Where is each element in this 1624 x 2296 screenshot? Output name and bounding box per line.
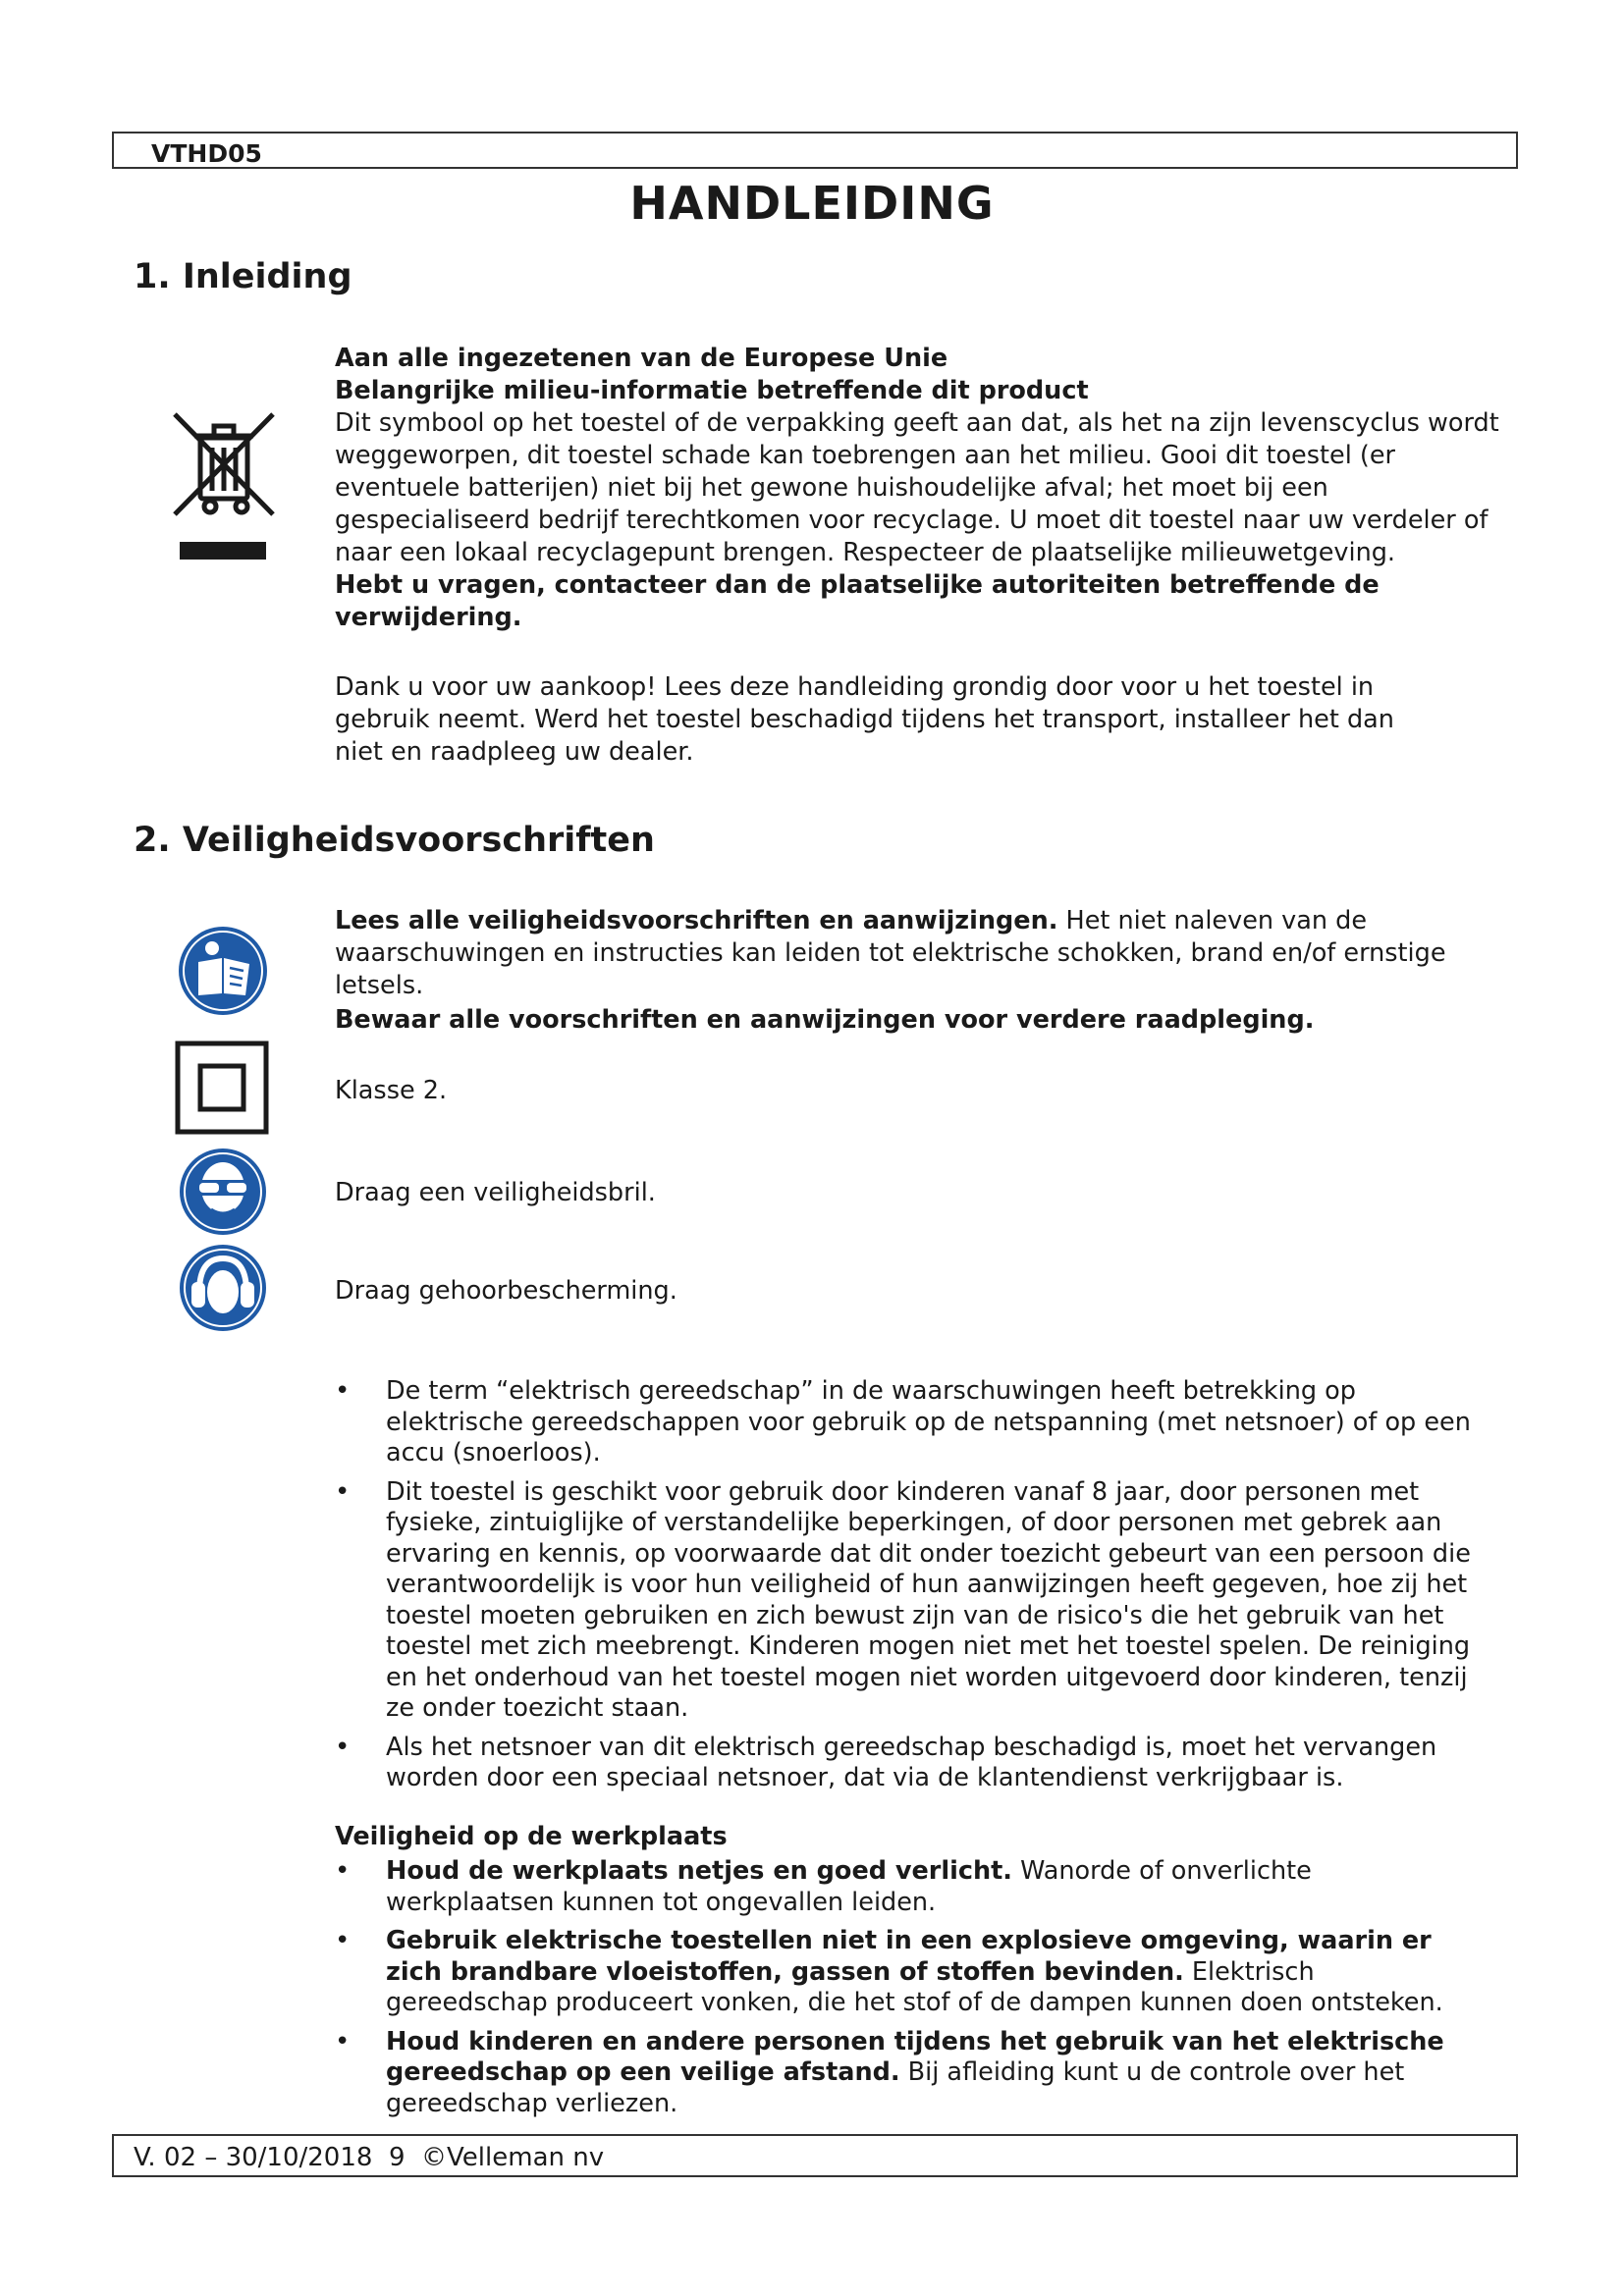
section-heading-intro: 1. Inleiding (134, 257, 352, 296)
eu-contact-note: Hebt u vragen, contacteer dan de plaatselijke autoriteiten betreffende de verwijdering. (335, 570, 1380, 632)
read-instructions-bold: Lees alle veiligheidsvoorschriften en aanwijzingen. (335, 906, 1058, 935)
workplace-heading: Veiligheid op de werkplaats (335, 1822, 728, 1851)
read-instructions-paragraph (335, 905, 1493, 1002)
eu-heading-1: Aan alle ingezetenen van de Europese Unie (335, 344, 948, 373)
thanks-paragraph: Dank u voor uw aankoop! Lees deze handleiding grondig door voor u het toestel in gebruik neemt. Werd het toestel beschadigd tijdens het transport, installeer het dan niet en raadpleeg uw dealer. (335, 672, 1394, 767)
workplace-item-text: Elektrisch gereedschap produceert vonken, die het stof of de dampen kunnen doen ontsteken. (386, 1956, 1443, 2017)
hearing-protection-label: Draag gehoorbescherming. (335, 1276, 677, 1306)
eu-body: Dit symbool op het toestel of de verpakking geeft aan dat, als het na zijn levenscyclus wordt weggeworpen, dit toestel schade kan toebrengen aan het milieu. Gooi dit toestel (er eventuele batterijen) niet bij het gewone huishoudelijke afval; het moet bij een gespecialiseerd bedrijf terechtkomen voor recyclage. U moet dit toestel naar uw verdeler of naar een lokaal recyclagepunt brengen. Respecteer de plaatselijke milieuwetgeving. (335, 408, 1499, 567)
workplace-item-text: Wanorde of onverlichte werkplaatsen kunnen tot ongevallen leiden. (386, 1856, 1312, 1917)
header-box (112, 132, 1518, 169)
section-heading-safety: 2. Veiligheidsvoorschriften (134, 821, 655, 860)
list-item: • Als het netsnoer van dit elektrisch gereedschap beschadigd is, moet het vervangen worden door een speciaal netsnoer, dat via de klantendienst verkrijgbaar is. (335, 1733, 1484, 1794)
list-item (335, 1856, 1474, 1918)
list-item (335, 2027, 1474, 2120)
list-item: • De term “elektrisch gereedschap” in de waarschuwingen heeft betrekking op elektrische gereedschappen voor gebruik op de netspanning (met netsnoer) of op een accu (snoerloos). (335, 1376, 1484, 1469)
read-instructions-text: Het niet naleven van de waarschuwingen en instructies kan leiden tot elektrische schokken, brand en/of ernstige letsels. (335, 906, 1446, 1000)
class-2-label: Klasse 2. (335, 1076, 448, 1105)
weee-bin-icon (167, 412, 281, 565)
workplace-item-text: Bij afleiding kunt u de controle over het gereedschap verliezen. (386, 2057, 1405, 2118)
general-safety-list (335, 1376, 1484, 1794)
workplace-safety-list (335, 1856, 1474, 2119)
keep-instructions: Bewaar alle voorschriften en aanwijzingen voor verdere raadpleging. (335, 1005, 1315, 1035)
safety-glasses-label: Draag een veiligheidsbril. (335, 1178, 656, 1207)
page-title: HANDLEIDING (629, 177, 995, 230)
class-2-insulation-icon (175, 1041, 269, 1135)
hearing-protection-icon (178, 1243, 268, 1333)
footer-box (112, 2134, 1518, 2177)
read-manual-icon (177, 925, 269, 1017)
model-label: VTHD05 (151, 139, 262, 168)
footer-text: V. 02 – 30/10/2018 9 ©Velleman nv (134, 2143, 605, 2172)
eu-heading-2: Belangrijke milieu-informatie betreffende dit product (335, 376, 1089, 405)
safety-glasses-icon (178, 1147, 268, 1237)
list-item: • Dit toestel is geschikt voor gebruik door kinderen vanaf 8 jaar, door personen met fysieke, zintuiglijke of verstandelijke beperkingen, of door personen met gebrek aan ervaring en kennis, op voorwaarde dat dit onder toezicht gebeurt van een persoon die verantwoordelijk is voor hun veiligheid of hun aanwijzingen heeft gegeven, hoe zij het toestel moeten gebruiken en zich bewust zijn van de risico's die het gebruik van het toestel met zich meebrengt. Kinderen mogen niet met het toestel spelen. De reiniging en het onderhoud van het toestel mogen niet worden uitgevoerd door kinderen, tenzij ze onder toezicht staan. (335, 1477, 1484, 1725)
workplace-item-bold: Houd de werkplaats netjes en goed verlicht. (386, 1856, 1012, 1886)
list-item (335, 1926, 1474, 2019)
workplace-item-bold: Gebruik elektrische toestellen niet in een explosieve omgeving, waarin er zich brandbare vloeistoffen, gassen of stoffen bevinden. (386, 1926, 1432, 1987)
workplace-item-bold: Houd kinderen en andere personen tijdens het gebruik van het elektrische gereedschap op een veilige afstand. (386, 2026, 1444, 2087)
